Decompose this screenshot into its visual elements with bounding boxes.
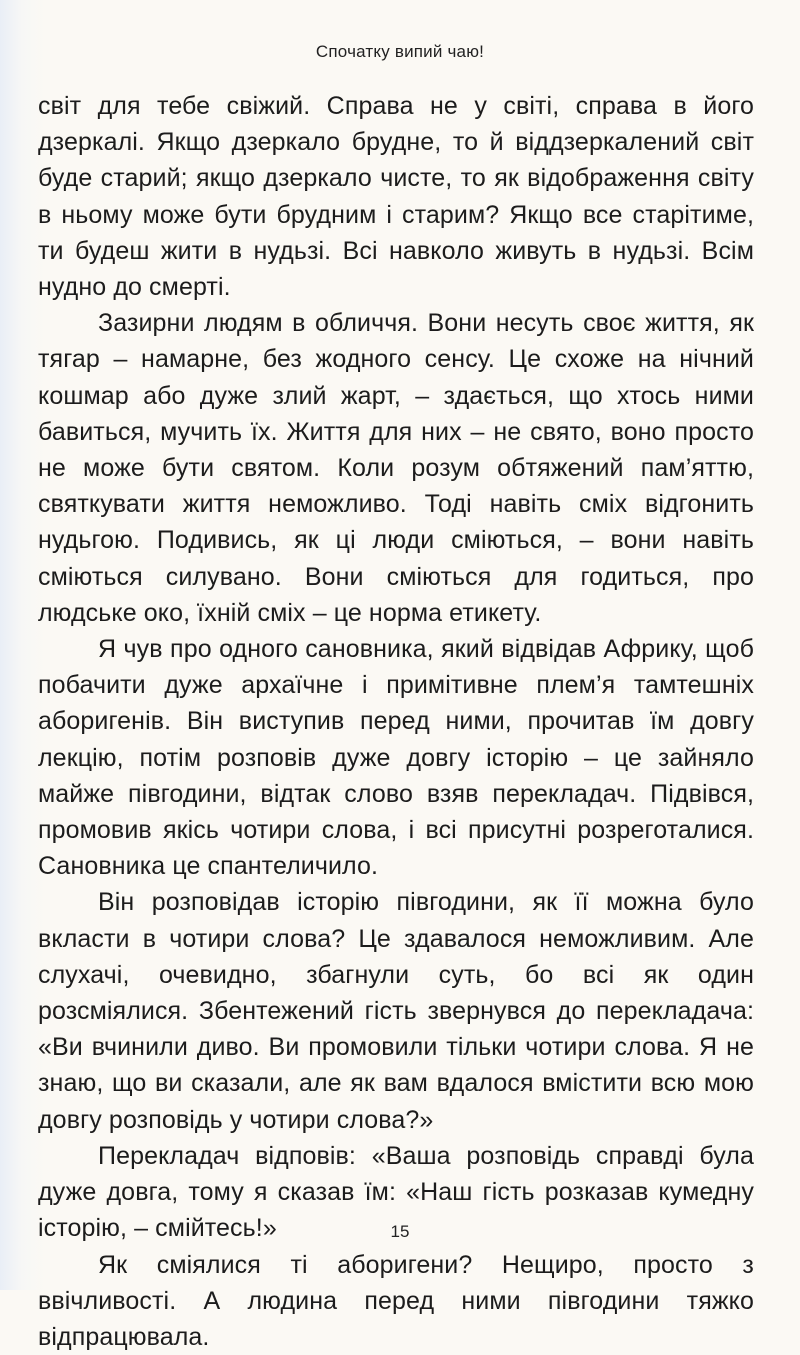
page-number: 15 — [0, 1222, 800, 1242]
paragraph-1: світ для тебе свіжий. Справа не у світі, справа в його дзеркалі. Якщо дзеркало брудне, то й віддзеркалений світ буде старий; якщо дзеркало чисте, то як відображення світу в ньому може бути брудним і старим? Якщо все старітиме, ти будеш жити в нудьзі. Всі навколо живуть в нудьзі. Всім нудно до смерті. — [38, 88, 754, 305]
running-head: Спочатку випий чаю! — [0, 42, 800, 62]
body-text — [38, 88, 754, 1355]
paragraph-6: Як сміялися ті аборигени? Нещиро, просто з ввічливості. А людина перед ними півгодини тяжко відпрацювала. — [38, 1247, 754, 1355]
paragraph-3: Я чув про одного сановника, який відвідав Африку, щоб побачити дуже архаїчне і примітивне плем’я тамтешніх аборигенів. Він виступив перед ними, прочитав їм довгу лекцію, потім розповів дуже довгу історію – це зайняло майже півгодини, відтак слово взяв перекладач. Підвівся, промовив якісь чотири слова, і всі присутні розреготалися. Сановника це спантеличило. — [38, 631, 754, 884]
paragraph-4: Він розповідав історію півгодини, як її можна було вкласти в чотири слова? Це здавалося неможливим. Але слухачі, очевидно, збагнули суть, бо всі як один розсміялися. Збентежений гість звернувся до перекладача: «Ви вчинили диво. Ви промовили тільки чотири слова. Я не знаю, що ви сказали, але як вам вдалося вмістити всю мою довгу розповідь у чотири слова?» — [38, 884, 754, 1137]
paragraph-5: Перекладач відповів: «Ваша розповідь справді була дуже довга, тому я сказав їм: «Наш гість розказав кумедну історію, – смійтесь!» — [38, 1138, 754, 1247]
paragraph-2: Зазирни людям в обличчя. Вони несуть своє життя, як тягар – намарне, без жодного сенсу. Це схоже на нічний кошмар або дуже злий жарт, – здається, що хтось ними бавиться, мучить їх. Життя для них – не свято, воно просто не може бути святом. Коли розум обтяжений пам’яттю, святкувати життя неможливо. Тоді навіть сміх відгонить нудьгою. Подивись, як ці люди сміються, – вони навіть сміються силувано. Вони сміються для годиться, про людське око, їхній сміх – це норма етикету. — [38, 305, 754, 631]
